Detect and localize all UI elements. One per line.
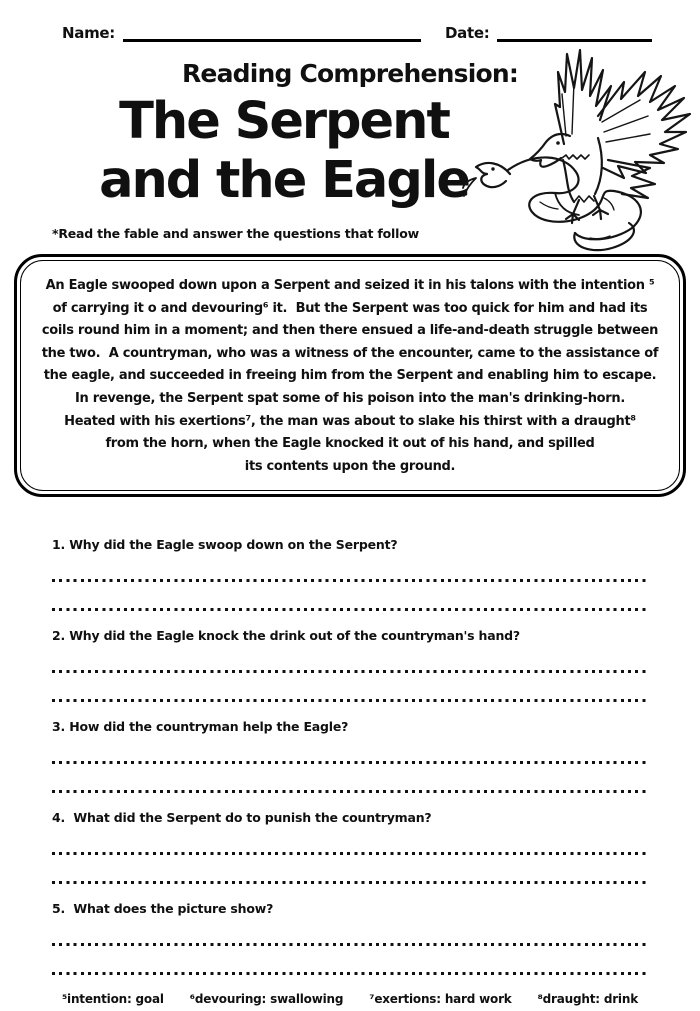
answer-line[interactable] (52, 790, 648, 793)
header-row (0, 0, 700, 42)
answer-line[interactable] (52, 943, 648, 946)
page-title-line1: The Serpent (119, 92, 449, 151)
answer-line[interactable] (52, 608, 648, 611)
footnote-intention: ⁵intention: goal (62, 992, 164, 1007)
answer-line[interactable] (52, 670, 648, 673)
page-subtitle: Reading Comprehension: (181, 59, 519, 88)
fable-line: its contents upon the ground. (244, 458, 456, 474)
date-label: Date: (444, 24, 490, 42)
name-input-line[interactable] (123, 26, 421, 42)
eagle-and-serpent-illustration (462, 42, 698, 260)
instruction-note: *Read the fable and answer the questions that follow (52, 226, 419, 241)
question-block-5 (52, 901, 648, 975)
question-block-4 (52, 810, 648, 884)
fable-line: Heated with his exertions⁷, the man was about to slake his thirst with a draught⁸ (64, 413, 636, 429)
fable-line: the eagle, and succeeded in freeing him from the Serpent and enabling him to escape. (43, 368, 657, 384)
question-text-2: 2. Why did the Eagle knock the drink out of the countryman's hand? (52, 628, 520, 644)
answer-line[interactable] (52, 972, 648, 975)
fable-line: of carrying it o and devouring⁶ it. But the Serpent was too quick for him and had its (52, 300, 648, 316)
question-block-2 (52, 628, 648, 702)
name-label: Name: (62, 24, 115, 42)
footnote-devouring: ⁶devouring: swallowing (189, 992, 344, 1007)
answer-line[interactable] (52, 881, 648, 884)
fable-box (14, 254, 686, 497)
fable-line: In revenge, the Serpent spat some of his poison into the man's drinking-horn. (74, 390, 626, 406)
answer-line[interactable] (52, 579, 648, 582)
question-text-4: 4. What did the Serpent do to punish the countryman? (52, 810, 432, 826)
fable-line: coils round him in a moment; and then there ensued a life-and-death struggle between (41, 323, 659, 339)
fable-line: from the horn, when the Eagle knocked it out of his hand, and spilled (105, 436, 595, 452)
question-text-3: 3. How did the countryman help the Eagle? (52, 719, 349, 735)
question-block-1 (52, 537, 648, 611)
answer-line[interactable] (52, 699, 648, 702)
date-input-line[interactable] (497, 26, 652, 42)
questions-section (52, 537, 648, 975)
footnote-draught: ⁸draught: drink (537, 992, 638, 1007)
answer-line[interactable] (52, 852, 648, 855)
question-block-3 (52, 719, 648, 793)
answer-line[interactable] (52, 761, 648, 764)
question-text-1: 1. Why did the Eagle swoop down on the Serpent? (52, 537, 398, 553)
fable-line: the two. A countryman, who was a witness of the encounter, came to the assistance of (41, 345, 659, 361)
page-title-line2: and the Eagle (99, 151, 469, 210)
question-text-5: 5. What does the picture show? (52, 901, 274, 917)
fable-line: An Eagle swooped down upon a Serpent and seized it in his talons with the intention ⁵ (45, 278, 655, 293)
fable-box-inner (20, 260, 680, 491)
eagle-serpent-line-art (462, 42, 698, 260)
footnote-exertions: ⁷exertions: hard work (369, 992, 512, 1007)
footnotes-row (0, 992, 700, 1006)
